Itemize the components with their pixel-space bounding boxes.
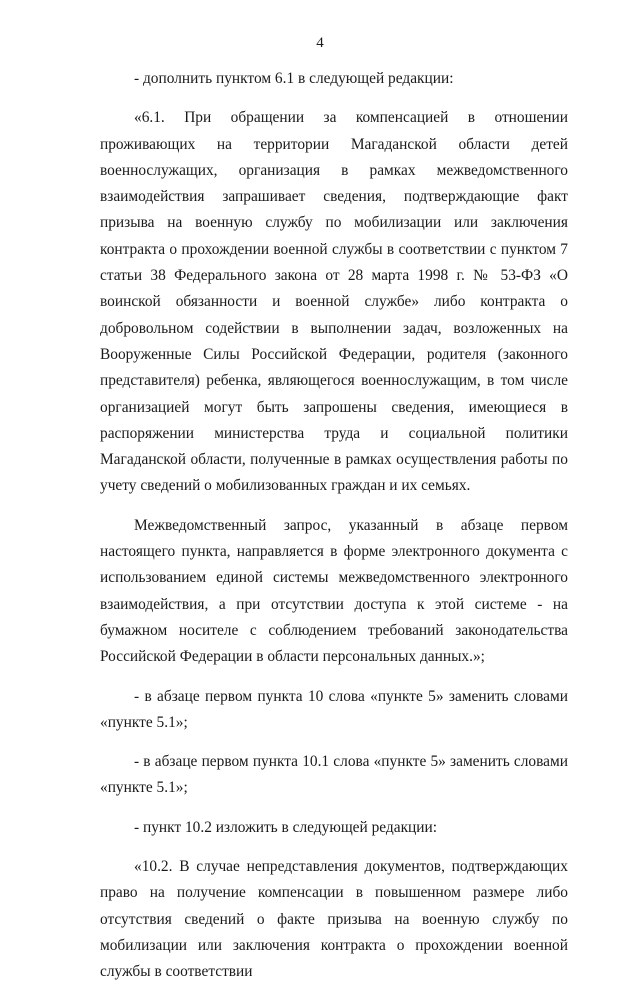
paragraph-amendment-10: - в абзаце первом пункта 10 слова «пункте 5» заменить словами «пункте 5.1»; bbox=[100, 687, 568, 731]
document-body bbox=[100, 66, 568, 999]
page-number: 4 bbox=[316, 35, 324, 51]
paragraph-amendment-6-1-intro: - дополнить пунктом 6.1 в следующей редакции: bbox=[134, 70, 454, 87]
paragraph-amendment-10-1: - в абзаце первом пункта 10.1 слова «пункте 5» заменить словами «пункте 5.1»; bbox=[100, 753, 568, 797]
paragraph-amendment-10-2-intro: - пункт 10.2 изложить в следующей редакции: bbox=[134, 818, 438, 836]
paragraph-interagency-request: Межведомственный запрос, указанный в абзаце первом настоящего пункта, направляется в форме электронного документа с использованием единой системы межведомственного электронного взаимодействия, а при отсутствии доступа к этой системе - на бумажном носителе с соблюдением требований законодательства Российской Федерации в области персональных данных.»; bbox=[100, 516, 568, 666]
paragraph-clause-10-2: «10.2. В случае непредставления документов, подтверждающих право на получение компенсации в повышенном размере либо отсутствия сведений о факте призыва на военную службу по мобилизации или заключения контракта о прохождении военной службы в соответствии bbox=[100, 858, 568, 981]
paragraph-clause-6-1: «6.1. При обращении за компенсацией в отношении проживающих на территории Магаданской области детей военнослужащих, организация в рамках межведомственного взаимодействия запрашивает сведения, подтверждающие факт призыва на военную службу по мобилизации или заключения контракта о прохождении военной службы в соответствии с пунктом 7 статьи 38 Федерального закона от 28 марта 1998 г. № 53-ФЗ «О воинской обязанности и военной службе» либо контракта о добровольном содействии в выполнении задач, возложенных на Вооруженные Силы Российской Федерации, родителя (законного представителя) ребенка, являющегося военнослужащим, в том числе организацией могут быть запрошены сведения, имеющиеся в распоряжении министерства труда и социальной политики Магаданской области, полученные в рамках осуществления работы по учету сведений о мобилизованных граждан и их семьях. bbox=[100, 109, 568, 495]
